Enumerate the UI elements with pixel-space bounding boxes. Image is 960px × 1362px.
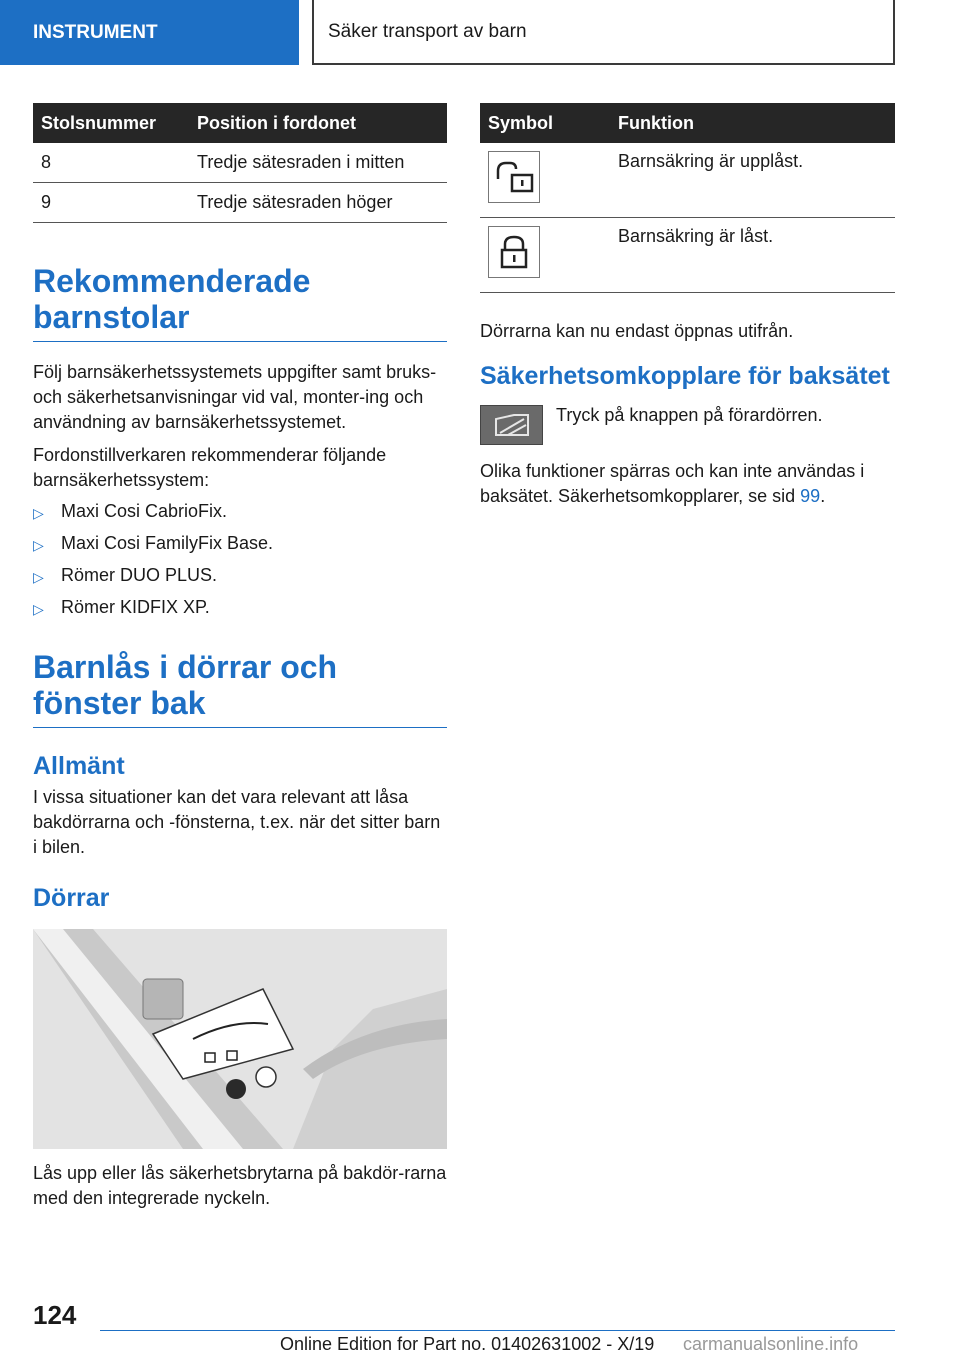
- triangle-bullet-icon: ▷: [33, 505, 44, 521]
- seat-table: [33, 103, 447, 223]
- list-item: [33, 563, 447, 595]
- symbol-table-header: Symbol: [480, 103, 610, 143]
- recommended-heading: Rekommenderade barnstolar: [33, 263, 447, 342]
- symbol-cell: [480, 143, 610, 218]
- general-text: I vissa situationer kan det vara relevant att låsa bakdörrarna och -fönsterna, t.ex. när det sitter barn i bilen.: [33, 787, 441, 857]
- footer-edition: Online Edition for Part no. 01402631002 - X/19: [280, 1334, 655, 1354]
- switch-heading: Säkerhetsomkopplare för baksätet: [480, 362, 890, 390]
- table-row: [480, 218, 895, 293]
- general-heading: Allmänt: [33, 752, 125, 780]
- table-row: [33, 143, 447, 183]
- locked-padlock-icon: [488, 226, 540, 278]
- header-title-text: Säker transport av barn: [328, 20, 527, 42]
- page-link[interactable]: 99: [800, 486, 821, 506]
- switch-instruction: [480, 405, 895, 445]
- triangle-bullet-icon: ▷: [33, 601, 44, 617]
- seat-table-header: Stolsnummer: [33, 103, 189, 143]
- info-text-end: .: [820, 486, 826, 506]
- list-item: [33, 531, 447, 563]
- doors-note: Dörrarna kan nu endast öppnas utifrån.: [480, 321, 794, 341]
- watermark: carmanualsonline.info: [683, 1334, 859, 1354]
- triangle-bullet-icon: ▷: [33, 537, 44, 553]
- table-row: [33, 183, 447, 223]
- table-cell: Barnsäkring är låst.: [610, 218, 895, 293]
- table-cell: Tredje sätesraden höger: [189, 183, 447, 223]
- recommended-list: [33, 499, 447, 627]
- list-item-text: Römer KIDFIX XP.: [61, 597, 210, 617]
- symbol-table: [480, 103, 895, 293]
- page-header-title: [312, 0, 895, 65]
- list-item: [33, 499, 447, 531]
- info-text: [480, 459, 895, 509]
- page-number: 124: [33, 1300, 77, 1330]
- recommended-intro: Fordonstillverkaren rekommenderar följande barnsäkerhetssystem:: [33, 445, 387, 490]
- list-item: [33, 595, 447, 627]
- list-item-text: Maxi Cosi CabrioFix.: [61, 501, 228, 521]
- list-item-text: Römer DUO PLUS.: [61, 565, 218, 585]
- recommended-paragraph: Följ barnsäkerhetssystemets uppgifter samt bruks- och säkerhetsanvisningar vid val, monter-ing och användning av barnsäkerhetssystemet.: [33, 362, 437, 432]
- childlock-heading: Barnlås i dörrar och fönster bak: [33, 649, 447, 728]
- symbol-cell: [480, 218, 610, 293]
- footer-rule: [100, 1330, 895, 1331]
- photo-caption: Lås upp eller lås säkerhetsbrytarna på bakdör-rarna med den integrerade nyckeln.: [33, 1163, 447, 1208]
- door-lock-photo: [33, 929, 447, 1149]
- section-label: INSTRUMENT: [33, 21, 158, 43]
- left-column: [33, 103, 447, 1211]
- table-cell: 9: [33, 183, 189, 223]
- switch-text: Tryck på knappen på förardörren.: [556, 405, 823, 425]
- symbol-table-header: Funktion: [610, 103, 895, 143]
- unlocked-padlock-icon: [488, 151, 540, 203]
- list-item-text: Maxi Cosi FamilyFix Base.: [61, 533, 274, 553]
- table-cell: Barnsäkring är upplåst.: [610, 143, 895, 218]
- window-lock-icon: [480, 405, 543, 445]
- table-cell: 8: [33, 143, 189, 183]
- doors-heading: Dörrar: [33, 884, 110, 912]
- table-cell: Tredje sätesraden i mitten: [189, 143, 447, 183]
- triangle-bullet-icon: ▷: [33, 569, 44, 585]
- seat-table-header: Position i fordonet: [189, 103, 447, 143]
- table-row: [480, 143, 895, 218]
- section-tab: [0, 0, 299, 65]
- right-column: [480, 103, 895, 509]
- info-text-body: Olika funktioner spärras och kan inte användas i baksätet. Säkerhetsomkopplarer, se sid: [480, 461, 865, 506]
